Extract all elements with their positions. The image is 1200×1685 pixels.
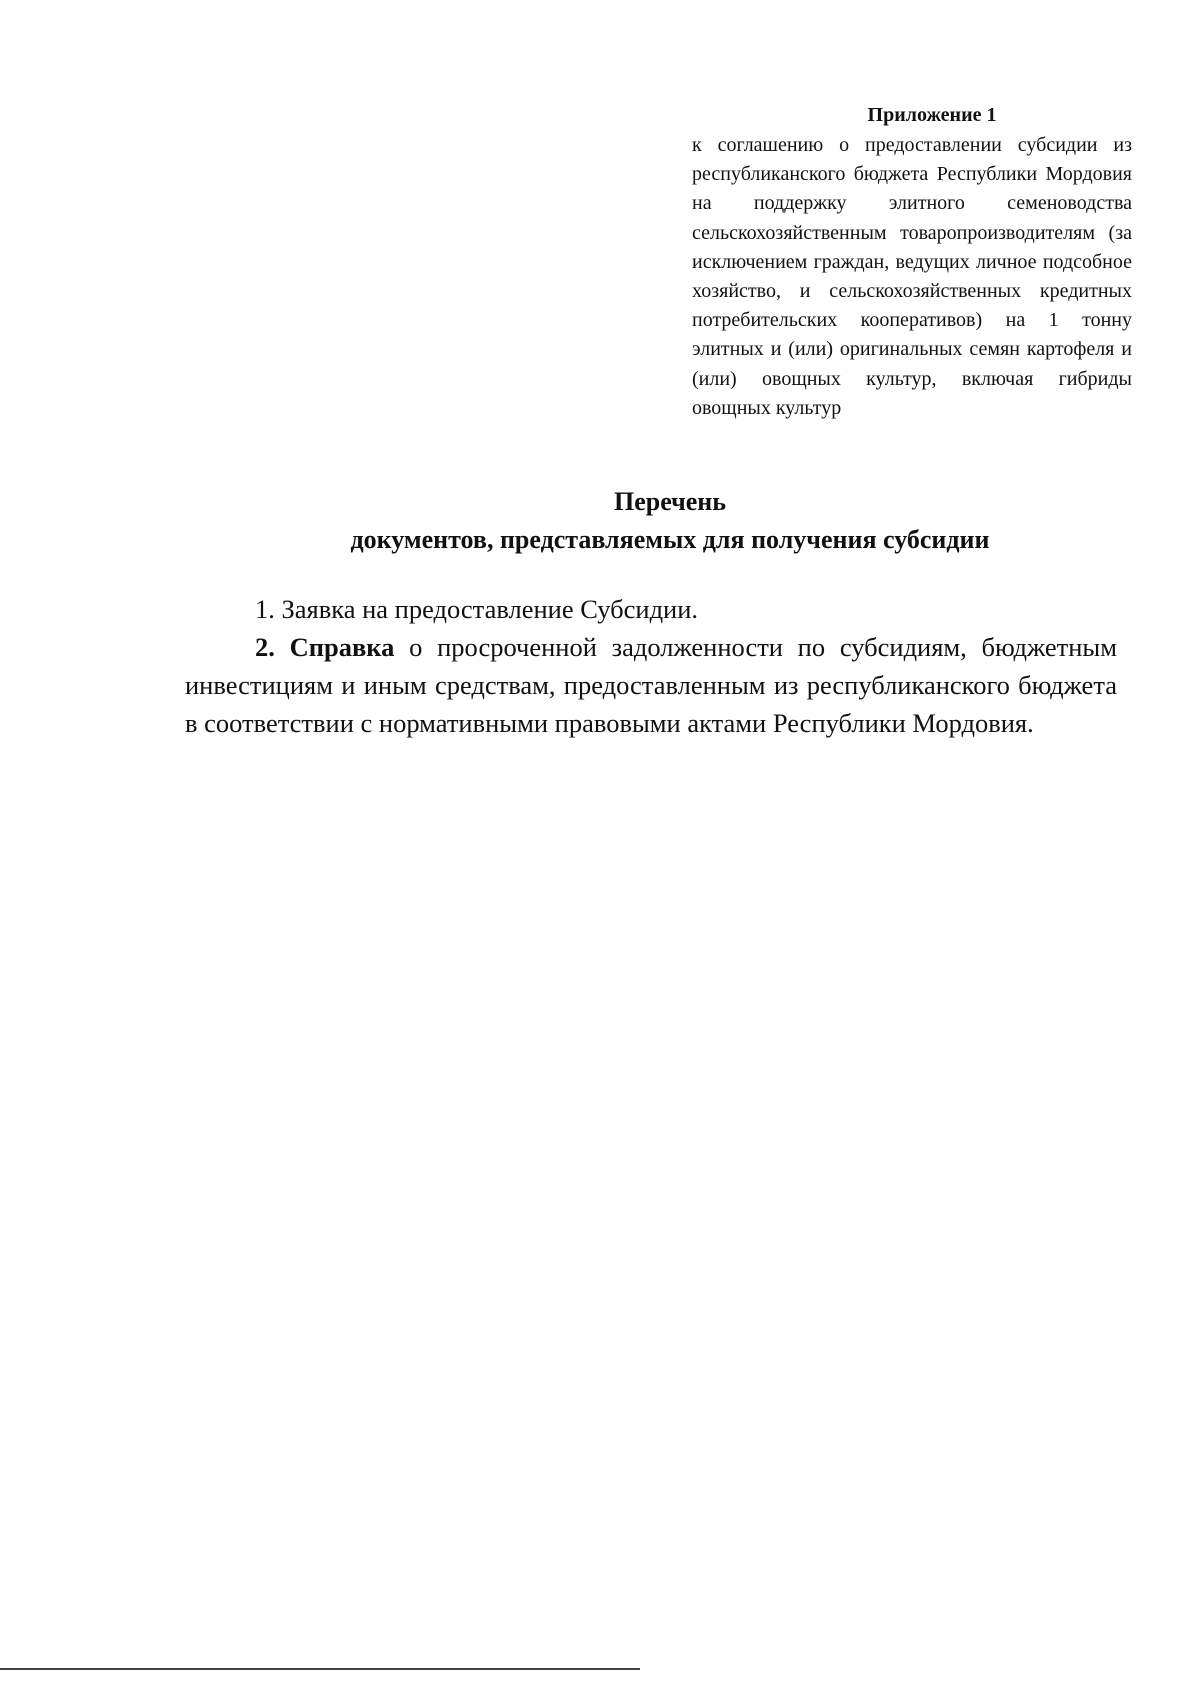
appendix-title: Приложение 1: [867, 104, 997, 126]
appendix-block: [692, 100, 1132, 423]
list-item: [185, 590, 1117, 628]
list-item-text: о просроченной задолженности по субсидиям, бюджетным инвестициям и иным средствам, предоставленным из республиканского бюджета в соответствии с нормативными правовыми актами Республики Мордовия.: [185, 632, 1117, 738]
appendix-body: к соглашению о предоставлении субсидии из республиканского бюджета Республики Мордовия на поддержку элитного семеноводства сельскохозяйственным товаропроизводителям (за исключением граждан, ведущих личное подсобное хозяйство, и сельскохозяйственных кредитных потребительских кооперативов) на 1 тонну элитных и (или) оригинальных семян картофеля и (или) овощных культур, включая гибриды овощных культур: [692, 134, 1132, 419]
heading-title: Перечень: [613, 487, 727, 516]
heading-subtitle: документов, представляемых для получения субсидии: [350, 525, 990, 554]
footer-divider: [0, 1668, 640, 1670]
documents-list: [185, 590, 1117, 742]
document-heading: [180, 483, 1160, 559]
list-item-number: 1.: [255, 594, 275, 624]
list-item-keyword: Справка: [289, 632, 395, 662]
list-item: [185, 628, 1117, 742]
list-item-number: 2.: [255, 632, 275, 662]
list-item-text: Заявка на предоставление Субсидии.: [274, 594, 699, 624]
